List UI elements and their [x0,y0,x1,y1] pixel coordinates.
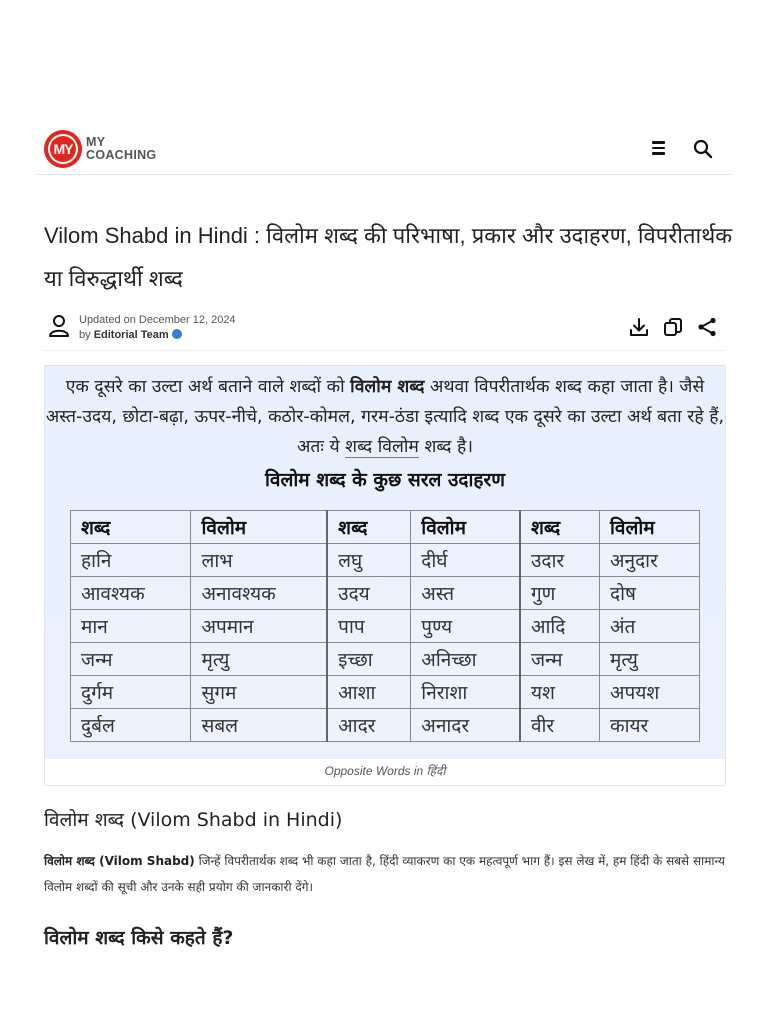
author-prefix: by [79,329,91,341]
table-cell: उदय [327,577,411,610]
table-cell: आदर [327,709,411,742]
col-header: विलोम [191,511,327,544]
col-header: शब्द [71,511,191,544]
table-cell: इच्छा [327,643,411,676]
intro-highlight: विलोम शब्द [350,377,425,397]
section-heading-definition: विलोम शब्द किसे कहते हैं? [44,927,234,949]
table-row [71,643,700,676]
table-cell: सबल [191,709,327,742]
paragraph-bold-term: विलोम शब्द (Vilom Shabd) [44,854,195,868]
table-cell: जन्म [71,643,191,676]
table-cell: जन्म [520,643,600,676]
table-cell: दुर्बल [71,709,191,742]
table-cell: दीर्घ [411,544,520,577]
table-cell: आदि [520,610,600,643]
table-cell: मृत्यु [191,643,327,676]
table-cell: कायर [600,709,700,742]
table-cell: अनिच्छा [411,643,520,676]
table-cell: अनादर [411,709,520,742]
table-cell: आशा [327,676,411,709]
table-cell: सुगम [191,676,327,709]
col-header: शब्द [520,511,600,544]
table-cell: अस्त [411,577,520,610]
site-header [36,124,732,175]
verified-badge-icon [172,329,182,339]
col-header: विलोम [411,511,520,544]
copy-icon[interactable] [662,316,684,338]
antonym-table [70,510,700,742]
col-header: विलोम [600,511,700,544]
table-cell: अपमान [191,610,327,643]
table-cell: मृत्यु [600,643,700,676]
table-cell: लघु [327,544,411,577]
examples-title: विलोम शब्द के कुछ सरल उदाहरण [264,469,506,491]
meta-text [79,313,236,343]
user-icon [48,314,70,338]
infographic-image [45,366,725,759]
table-row [71,544,700,577]
col-header: शब्द [327,511,411,544]
intro-underlined: शब्द विलोम [345,437,419,457]
table-header-row [71,511,700,544]
table-cell: वीर [520,709,600,742]
paragraph-text: जिन्हें विपरीतार्थक शब्द भी कहा जाता है, हिंदी व्याकरण का एक महत्वपूर्ण भाग हैं। इस लेख में, हम हिंदी के सबसे सामान्य विलोम शब्दों की सूची और उनके सही प्रयोग की जानकारी देंगे। [44,854,725,894]
table-cell: मान [71,610,191,643]
logo-text-line1: MY [86,135,106,149]
intro-text-1: एक दूसरे का उल्टा अर्थ बताने वाले शब्दों को [65,377,351,397]
table-cell: निराशा [411,676,520,709]
table-cell: दोष [600,577,700,610]
updated-date: Updated on December 12, 2024 [79,314,236,326]
table-cell: उदार [520,544,600,577]
logo-mark-icon: MY [44,130,82,168]
table-cell: आवश्यक [71,577,191,610]
table-cell: अनावश्यक [191,577,327,610]
article-figure [44,365,726,786]
table-cell: अंत [600,610,700,643]
infographic-intro [45,372,725,462]
author-line [79,328,236,343]
table-cell: पाप [327,610,411,643]
table-row [71,610,700,643]
table-cell: अपयश [600,676,700,709]
intro-text-2: अथवा विपरीतार्थक शब्द कहा जाता है। जैसे अस्त-उदय, छोटा-बढ़ा, ऊपर-नीचे, कठोर-कोमल, गरम-ठंडा इत्यादि शब्द एक दूसरे का उल्टा अर्थ बता रहे हैं, अतः ये [45,377,725,457]
table-cell: अनुदार [600,544,700,577]
logo-text [86,136,156,162]
section-heading-vilom: विलोम शब्द (Vilom Shabd in Hindi) [44,809,343,831]
intro-text-3: शब्द है। [418,437,473,457]
menu-icon[interactable] [648,138,670,160]
share-icon[interactable] [696,316,718,338]
logo-text-line2: COACHING [86,148,157,162]
intro-paragraph [44,848,728,900]
article-title: Vilom Shabd in Hindi : विलोम शब्द की परिभाषा, प्रकार और उदाहरण, विपरीतार्थक या विरुद्धार्थी शब्द [44,223,733,291]
table-cell: दुर्गम [71,676,191,709]
author-name[interactable]: Editorial Team [93,329,169,341]
download-icon[interactable] [628,316,650,338]
table-cell: हानि [71,544,191,577]
table-cell: पुण्य [411,610,520,643]
table-cell: लाभ [191,544,327,577]
table-row [71,577,700,610]
table-row [71,676,700,709]
table-cell: यश [520,676,600,709]
table-row [71,709,700,742]
site-logo[interactable] [44,130,156,168]
article-meta [44,306,724,351]
search-icon[interactable] [692,138,714,160]
figure-caption: Opposite Words in हिंदी [324,764,446,778]
table-cell: गुण [520,577,600,610]
